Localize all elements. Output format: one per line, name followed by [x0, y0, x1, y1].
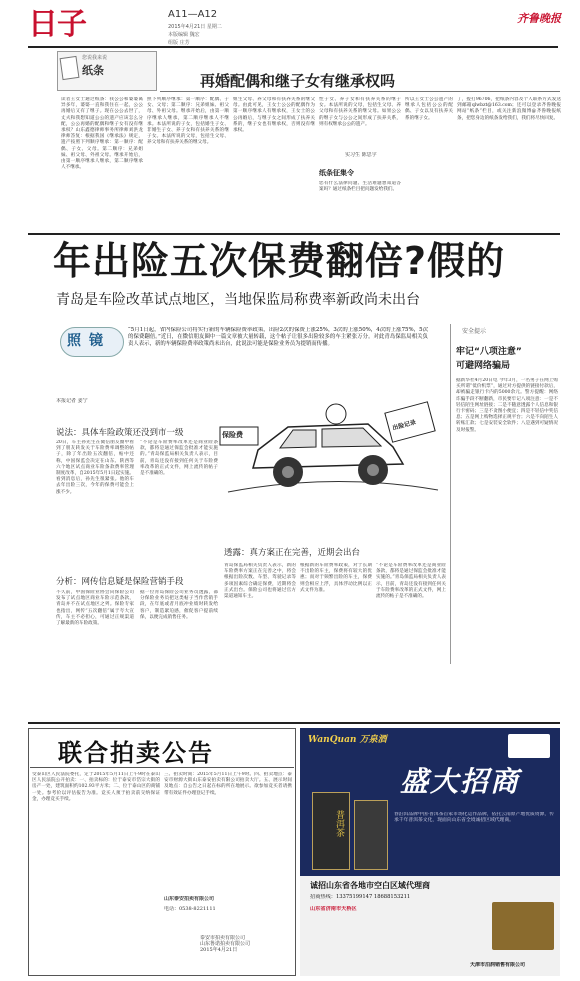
product-box-right: [354, 800, 388, 870]
safety-title: 牢记“八项注意” 可避网络骗局: [456, 347, 522, 371]
advert-logo-icon: [508, 734, 550, 758]
advert-product: 普洱茶: [334, 810, 344, 837]
paper-name: 齐鲁晚报: [517, 12, 561, 25]
safety-body: 据新华社4月20日电 今年3月，一名男子在网上购买所谓“低价机票”，通过对方提供的链接付款后，却被骗走银行卡内的5000余元。警方提醒：网络诈骗手段不断翻新，市民要牢记八项注意：一是不轻信陌生网址链接；二是不随意透露个人信息和银行卡密码；三是不贪图小便宜；四是不轻信中奖信息；五是网上购物选择正规平台；六是不向陌生人转账汇款；七是安装安全软件；八是遇到可疑情况及时报警。: [456, 378, 558, 433]
subhead-analysis: 分析：网传信息疑是保险营销手段: [56, 577, 184, 587]
auction-phone: 电话：0538-8221111: [164, 906, 216, 912]
advert-body: 春泊洱品牌中国·普洱茶首家市场化运作品牌，依托云南原产地优质资源，传承千年普洱茶文化，现面向山东省全境诚招区域代理商。: [394, 812, 554, 824]
subhead-reveal: 透露：真方案正在完善，近期会出台: [224, 548, 361, 558]
qa-column-4: 性子女、养子女和有扶养关系的继子女。本法所说的父母，包括生父母、养父母和有扶养关系的继父母。如果公公的继子女与公公之间形成了扶养关系，则有权继承公公的遗产。: [319, 97, 401, 127]
call-text: 您有什么法律问题、生活难题想知道答案吗？通过纸条栏目把问题发给我们。: [319, 181, 401, 193]
headline-rule: [160, 91, 560, 92]
auction-col-1: 受泰山区人民法院委托，定于2015年5月11日上午9时在泰山区人民法院公开拍卖：一、拍卖标的：位于泰安市岱宗大街的房产一处，建筑面积约102.93平方米；二、位于泰山区的商铺一处。参考价以评估报告为准。竞买人须于拍卖前交纳保证金，办理竞买手续。: [32, 772, 160, 802]
section-rule: [28, 233, 560, 235]
subhead-statement: 说法：具体车险政策还没到市一级: [56, 428, 184, 438]
qa-column-6: 了，拨打96706，把纸条内容及个人联系方式发送到邮箱qlwbzt@163.com；还可以登录齐鲁晚报网站“纸条”栏目，或关注新浪微博@齐鲁晚报纸条，把您身边的纸条发给我们，我们将尽快回复。: [457, 97, 561, 121]
main-subheadline: 青岛是车险改革试点地区，当地保监局称费率新政尚未出台: [56, 292, 420, 308]
masthead-rule: [28, 46, 558, 48]
body-a: 20日，车主孙先生在微信朋友圈中看到了朋友转发关于车险费率调整的帖子，除了年出险五次翻倍，帖中还称，中国保监会决定在山东、陕西等六个地区试点商业车险条款费率管理制度改革，自2015年5月1日起实施。看到消息后，孙先生很紧张。他的车去年出险三次，今年的保费可能会上涨不少。: [56, 440, 134, 495]
advert-products-row: [492, 902, 554, 950]
page-number: A11—A12: [168, 9, 218, 20]
story-byline: 本报记者 姜宁: [56, 398, 88, 404]
cartoon-sign-right-text: 出险记录: [391, 418, 417, 432]
body-c: 不久前，中国保险业协会向保险公司发布了试点地区商业车险示范条款，青岛并不在试点地区之列。保险专家也指出，网传“五次翻倍”属于夸大宣传，车主不必担心，可通过正规渠道了解最新的车险政策。: [56, 590, 134, 627]
main-headline: 年出险五次保费翻倍?假的: [53, 239, 506, 283]
body-b: “不论是车险费率改革还是商业险条款，都将是通过保监会批准才能实施的。”青岛保监局相关负责人表示，目前，青岛还没有接到任何关于车险费率改革的正式文件，网上流传的帖子是不准确的。: [140, 440, 218, 477]
auction-title: 联合拍卖公告: [58, 739, 214, 767]
auction-col-2: 三、拍卖时间：2015年5月11日上午9时。四、拍卖地点：泰安市财源大街山东泰安拍卖有限公司拍卖大厅。五、展示时间及地点：自公告之日起在标的所在地展示。欲参加竞买者请携带有效证件办理登记手续。: [164, 772, 292, 796]
body-d: 据一位青岛保险公司业务员透露，部分保险业务员把这类帖子当作营销手段，在年底或者月底冲业绩时转发给客户，制造紧迫感，催促客户提前续保，以便完成销售任务。: [140, 590, 218, 620]
body-g: “不论是车险费率改革还是商业险条款，都将是通过保监会批准才能实施的。”青岛保监局相关负责人表示，目前，青岛还没有接到任何关于车险费率改革的正式文件，网上流传的帖子是不准确的。: [376, 563, 446, 600]
auction-title-rule: [30, 767, 294, 768]
masthead-logo: 日子: [28, 7, 86, 42]
cartoon-car: [253, 404, 403, 487]
paper-slip-icon: [60, 56, 80, 80]
qa-column-5: 所以王女士公公遗产的继承人包括公公的配偶、子女以及有扶养关系的继子女。: [405, 97, 453, 121]
column-headline: 再婚配偶和继子女有继承权吗: [200, 72, 396, 90]
cartoon-sign-left-text: 保险费: [222, 430, 243, 439]
story-intro: “5月1日起，省内保险公司将实行新的车辆保险费率政策，出险2次的保费上涨25%，3次的上涨50%，4次的上涨75%，5次的保费翻倍。”近日，在微信朋友圈中一篇文章被大量转载，这个帖子让很多出险较多的车主紧张万分。对此青岛保监局相关负责人表示，新的车辆保险费率政策尚未出台，此说法可能是保险业务员为提销而传播。: [128, 327, 428, 347]
body-e: 青岛保监局相关负责人表示，新的车险费率方案正在完善之中，将会根据出险次数、车型、驾驶记录等多项因素综合确定保费，近期将会正式出台。保险公司也将通过官方渠道通知车主。: [224, 563, 296, 600]
proof-line: 组版 庄芳: [168, 40, 190, 46]
column-tag-title: 纸条: [82, 64, 104, 77]
qa-column-2: 照下列顺序继承：第一顺序：配偶、子女、父母；第二顺序：兄弟姐妹、祖父母、外祖父母。继承开始后，由第一顺序继承人继承，第二顺序继承人不继承。本法所说的子女，包括婚生子女、非婚生子女、养子女和有扶养关系的继子女。本法所说的父母，包括生父母、养父母和有扶养关系的继父母。: [147, 97, 229, 146]
safety-label: 安全提示: [462, 328, 487, 335]
advert-company: 天津市泊润销售有限公司: [470, 962, 526, 968]
auction-footer: 泰安市拍卖有限公司 山东鲁诺拍卖有限公司 2015年4月21日: [200, 935, 251, 954]
advert-phone: 招商热线：13375199147 18688153211: [310, 894, 411, 900]
qa-column-1: 读者王女士通过纸条：我公公和婆婆离异多年，婆婆一直和我住在一起，公公再婚后又有了继子。现在公公去世了，丈夫和我想知道公公的遗产应该怎么分配，公公再婚的配偶和继子女有没有继承权？山东鑫德律师事务所律师刘洪龙律师答复：根据我国《继承法》规定，遗产按照下列顺序继承：第一顺序：配偶、子女、父母。第二顺序：兄弟姐妹、祖父母、外祖父母。继承开始后，由第一顺序继承人继承，第二顺序继承人不继承。: [61, 97, 143, 171]
advert-address: 山东省济南市天桥区: [310, 906, 357, 912]
auction-contact: 山东泰安拍卖有限公司: [164, 896, 215, 902]
advert-slogan: 盛大招商: [400, 765, 521, 798]
advert-brand: WanQuan 万泉酒: [308, 735, 387, 745]
issue-date: 2015年4月21日 星期二: [168, 24, 222, 30]
call-title: 纸条征集令: [319, 169, 354, 177]
mirror-badge-text: 照镜: [67, 333, 111, 349]
cartoon-illustration: [218, 372, 448, 512]
column-tag-line: 您说我来说: [82, 55, 108, 61]
qa-reporter: 实习生 陈思宇: [345, 152, 377, 158]
body-f: 根据新的车险费率政策，对于长期不出险的车主，保费将有较大的优惠；而对于频繁出险的车主，保费则会相应上浮，具体浮动比例以正式文件为准。: [300, 563, 372, 593]
qa-column-3: 姐生父母、养父母和有扶养关系的继父母。由此可见，王女士公公的配偶作为第一顺序继承人有继承权，王女士的公公再婚后，与继子女之间形成了扶养关系的，继子女也有继承权，否则没有继承权。: [233, 97, 315, 134]
cartoon-road: [228, 481, 438, 492]
editor-line: 本版编辑 魏宏: [168, 32, 200, 38]
advert-invite: 诚招山东省各地市空白区域代理商: [310, 881, 430, 890]
bottom-rule: [28, 722, 560, 724]
